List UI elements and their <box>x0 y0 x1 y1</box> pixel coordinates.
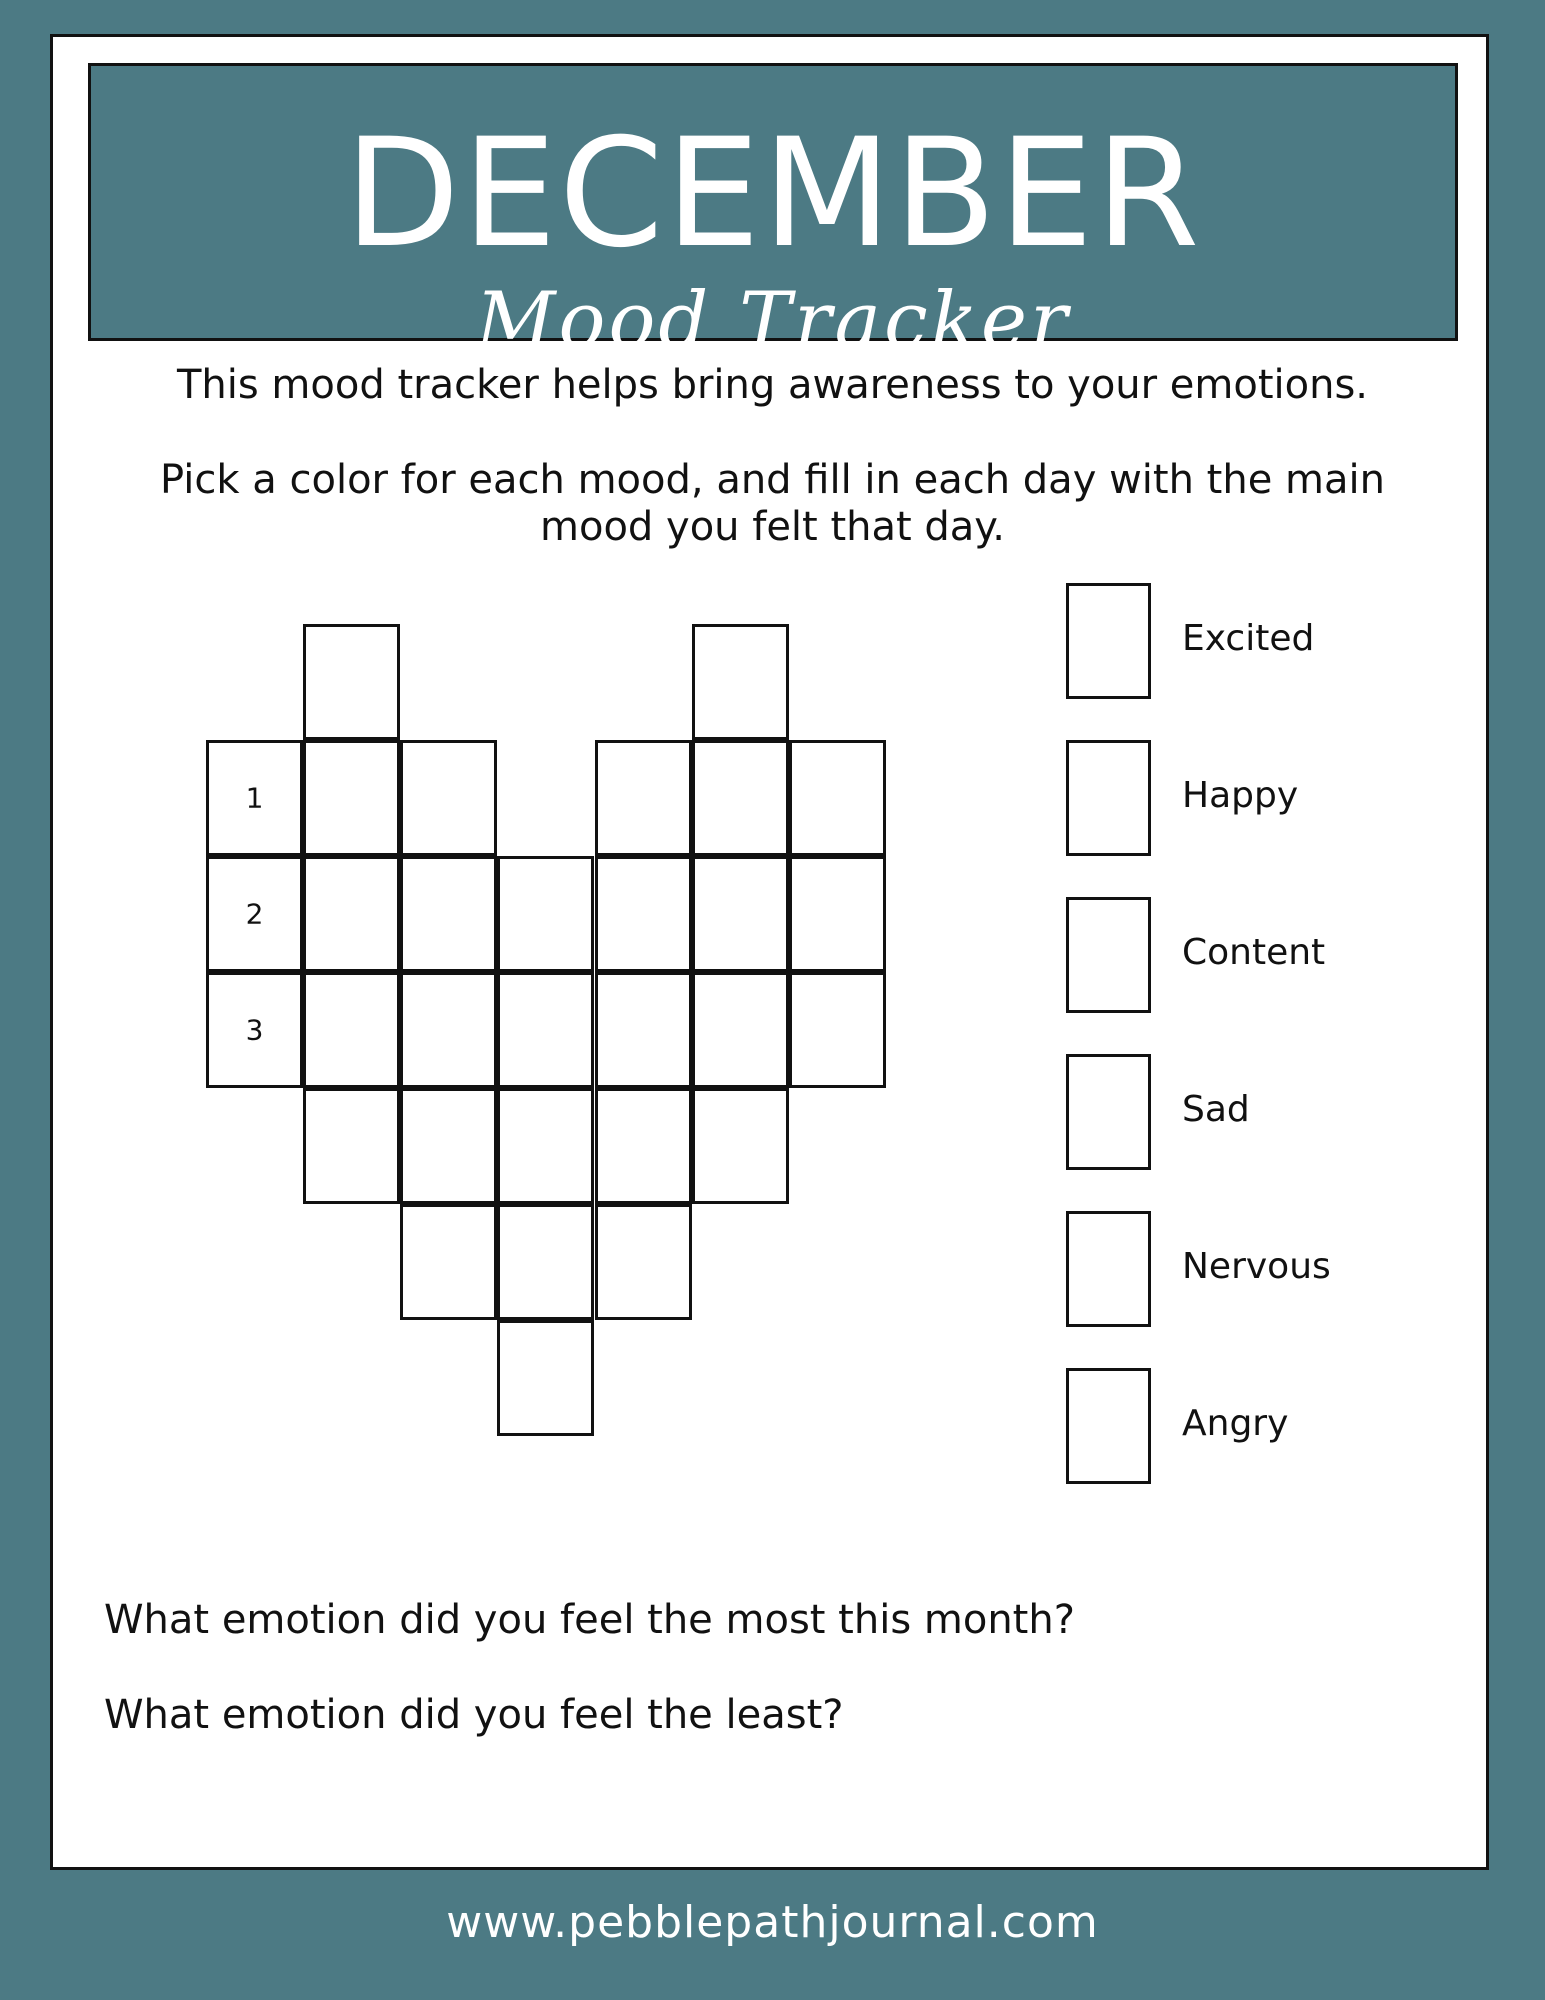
day-cell[interactable] <box>497 1204 594 1320</box>
day-cell[interactable] <box>497 1088 594 1204</box>
mood-label-excited: Excited <box>1182 618 1315 659</box>
day-cell[interactable] <box>789 972 886 1088</box>
day-cell[interactable] <box>497 1320 594 1436</box>
day-cell[interactable] <box>303 972 400 1088</box>
day-cell[interactable] <box>692 972 789 1088</box>
color-swatch-excited[interactable] <box>1066 583 1151 699</box>
day-cell[interactable] <box>595 856 692 972</box>
day-cell[interactable] <box>400 1088 497 1204</box>
day-cell[interactable] <box>400 972 497 1088</box>
day-number: 1 <box>245 781 264 815</box>
mood-label-angry: Angry <box>1182 1403 1289 1444</box>
day-cell[interactable] <box>692 1088 789 1204</box>
day-cell[interactable] <box>692 624 789 740</box>
day-cell[interactable] <box>400 740 497 856</box>
question-most-felt: What emotion did you feel the most this month? <box>104 1597 1075 1643</box>
header-banner <box>88 63 1458 366</box>
day-cell[interactable] <box>595 1204 692 1320</box>
day-cell[interactable] <box>692 856 789 972</box>
intro-text: This mood tracker helps bring awareness to your emotions. <box>176 362 1369 408</box>
day-cell[interactable] <box>303 1088 400 1204</box>
day-number: 3 <box>245 1013 264 1047</box>
day-cell[interactable] <box>206 856 303 972</box>
color-swatch-happy[interactable] <box>1066 740 1151 856</box>
day-cell[interactable] <box>206 972 303 1088</box>
tracker-subtitle: Mood Tracker <box>475 276 1071 366</box>
color-swatch-nervous[interactable] <box>1066 1211 1151 1327</box>
day-cell[interactable] <box>303 856 400 972</box>
day-cell[interactable] <box>303 624 400 740</box>
day-cell[interactable] <box>789 740 886 856</box>
day-cell[interactable] <box>789 856 886 972</box>
day-cell[interactable] <box>595 972 692 1088</box>
day-number: 2 <box>245 897 264 931</box>
mood-label-sad: Sad <box>1182 1089 1250 1130</box>
day-cell[interactable] <box>400 856 497 972</box>
instruction-text-continued: mood you felt that day. <box>540 504 1005 550</box>
day-cell[interactable] <box>303 740 400 856</box>
day-cell[interactable] <box>595 740 692 856</box>
footer-website-link[interactable]: www.pebblepathjournal.com <box>446 1897 1099 1948</box>
color-swatch-content[interactable] <box>1066 897 1151 1013</box>
day-cell[interactable] <box>400 1204 497 1320</box>
color-swatch-angry[interactable] <box>1066 1368 1151 1484</box>
mood-label-happy: Happy <box>1182 775 1299 816</box>
instruction-text: Pick a color for each mood, and fill in each day with the main <box>160 457 1385 503</box>
month-title: DECEMBER <box>344 107 1202 281</box>
day-cell[interactable] <box>206 740 303 856</box>
mood-label-nervous: Nervous <box>1182 1246 1331 1287</box>
question-least-felt: What emotion did you feel the least? <box>104 1692 844 1738</box>
day-cell[interactable] <box>497 856 594 972</box>
day-cell[interactable] <box>497 972 594 1088</box>
day-cell[interactable] <box>692 740 789 856</box>
mood-label-content: Content <box>1182 932 1326 973</box>
color-swatch-sad[interactable] <box>1066 1054 1151 1170</box>
day-cell[interactable] <box>595 1088 692 1204</box>
